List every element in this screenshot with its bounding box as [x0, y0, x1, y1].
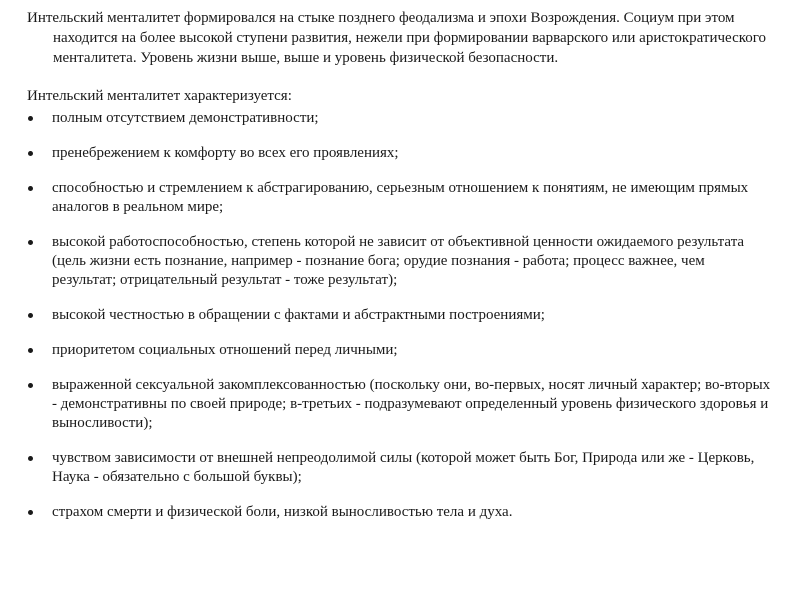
list-lead: Интельский менталитет характеризуется: — [27, 88, 292, 104]
bullet-icon — [28, 313, 33, 318]
bullet-icon — [28, 116, 33, 121]
list-item — [27, 233, 772, 290]
bullet-icon — [28, 456, 33, 461]
list-item-text: приоритетом социальных отношений перед личными; — [52, 342, 398, 358]
document-page — [27, 8, 772, 522]
list-item-text: выраженной сексуальной закомплексованностью (поскольку они, во-первых, носят личный характер; во-вторых - демонстративны по своей природе; в-третьих - подразумевают определенный уровень физического здоровья и выносливости); — [52, 377, 771, 431]
list-item-text: страхом смерти и физической боли, низкой выносливостью тела и духа. — [52, 504, 513, 520]
list-item-text: высокой честностью в обращении с фактами и абстрактными построениями; — [52, 307, 545, 323]
bullet-icon — [28, 151, 33, 156]
list-item-text: пренебрежением к комфорту во всех его проявлениях; — [52, 145, 399, 161]
list-item — [27, 179, 772, 217]
list-item-text: чувством зависимости от внешней непреодолимой силы (которой может быть Бог, Природа или же - Церковь, Наука - обязательно с большой буквы); — [52, 450, 755, 485]
list-item — [27, 341, 772, 360]
list-item — [27, 306, 772, 325]
list-item — [27, 109, 772, 128]
list-item — [27, 503, 772, 522]
bullet-icon — [28, 383, 33, 388]
list-item-text: полным отсутствием демонстративности; — [52, 110, 319, 126]
intro-paragraph: Интельский менталитет формировался на стыке позднего феодализма и эпохи Возрождения. Социум при этом находится на более высокой ступени развития, нежели при формировании варварского или аристократического менталитета. Уровень жизни выше, выше и уровень физической безопасности. — [27, 10, 767, 66]
bullet-icon — [28, 348, 33, 353]
list-item-text: способностью и стремлением к абстрагированию, серьезным отношением к понятиям, не имеющим прямых аналогов в реальном мире; — [52, 180, 749, 215]
list-item — [27, 376, 772, 433]
bullet-icon — [28, 510, 33, 515]
bullet-icon — [28, 240, 33, 245]
characteristics-list — [27, 109, 772, 522]
list-item-text: высокой работоспособностью, степень которой не зависит от объективной ценности ожидаемого результата (цель жизни есть познание, например - познание бога; орудие познания - работа; процесс важнее, чем результат; отрицательный результат - тоже результат); — [52, 234, 745, 288]
bullet-icon — [28, 186, 33, 191]
list-item — [27, 449, 772, 487]
list-item — [27, 144, 772, 163]
